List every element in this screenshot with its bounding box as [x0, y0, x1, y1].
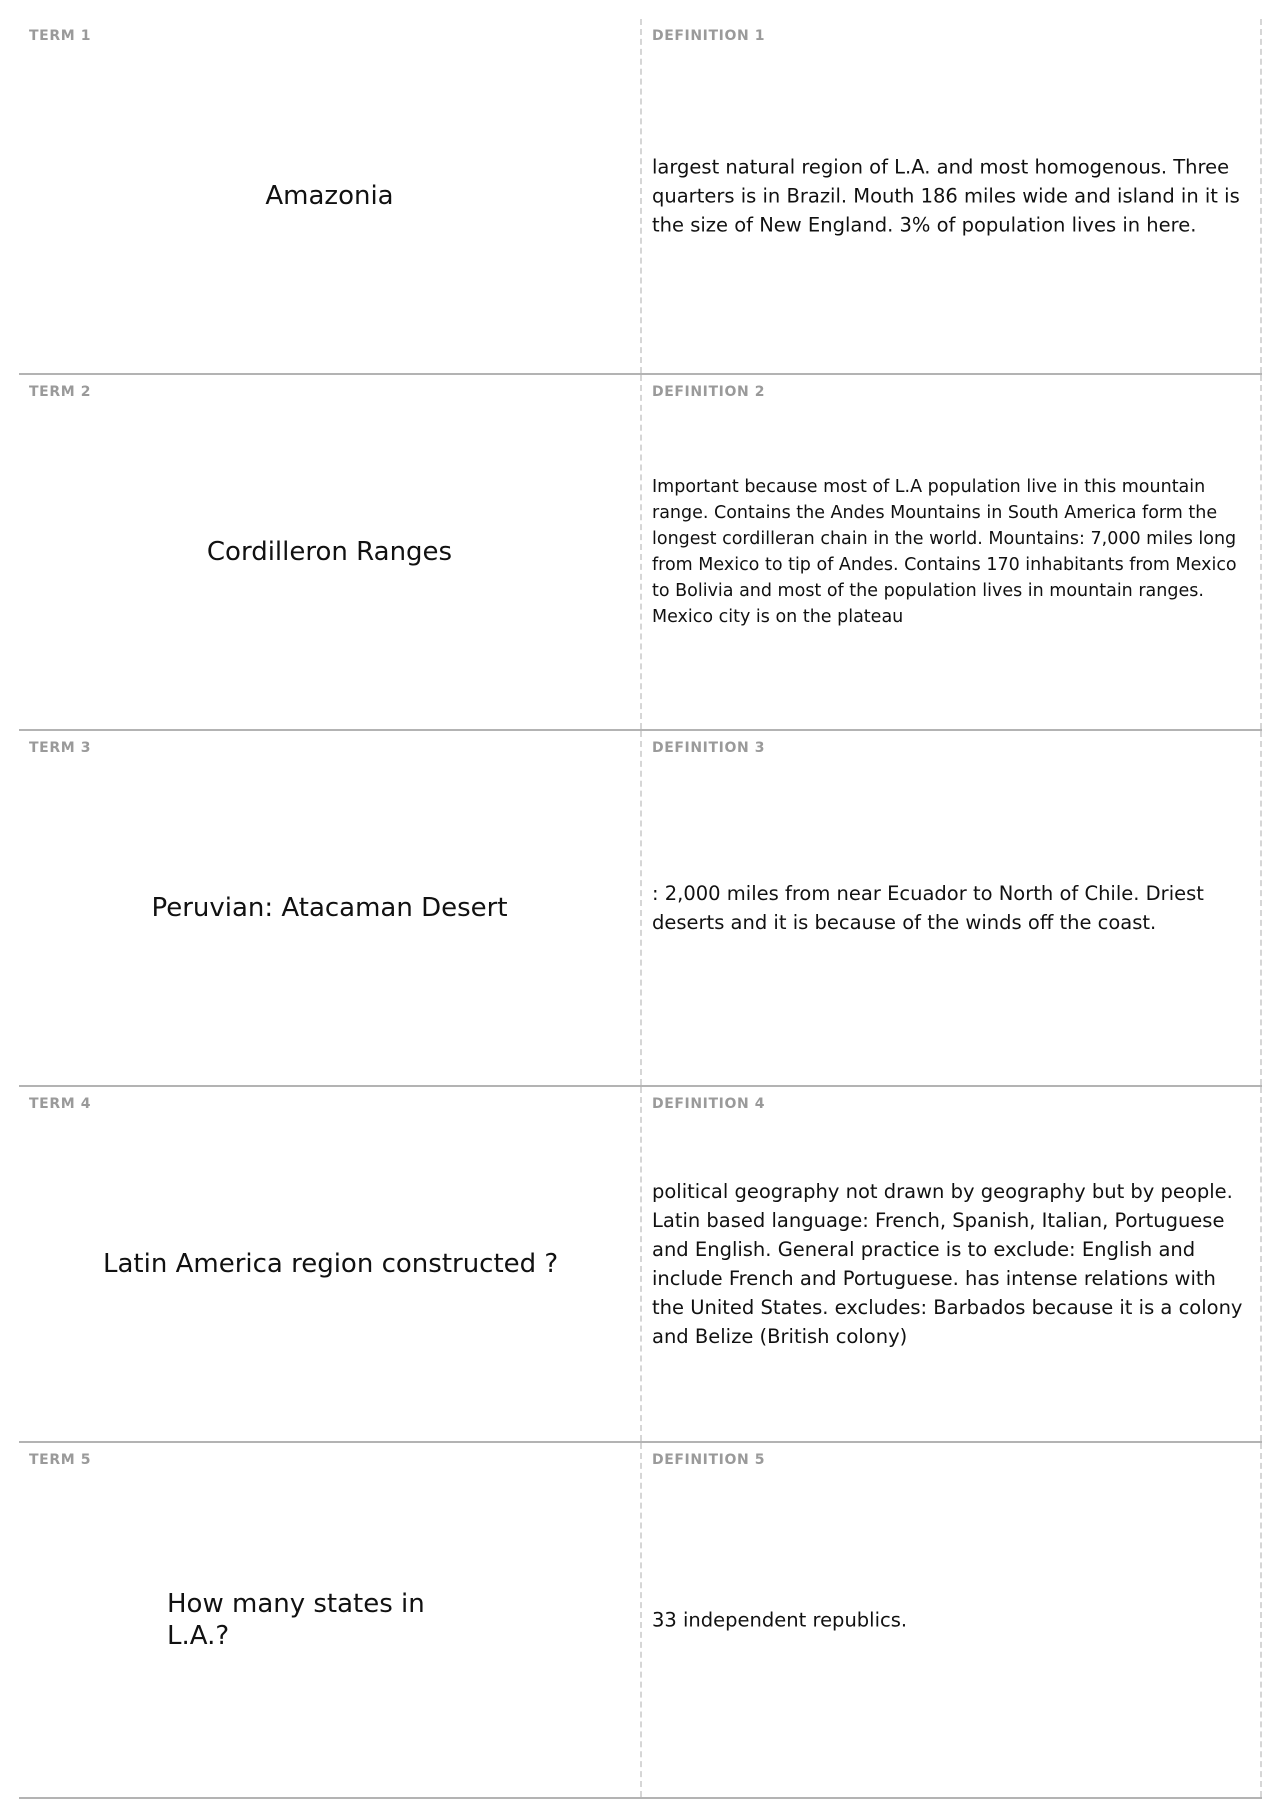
flashcard-row-4 — [19, 1087, 1262, 1443]
definition-label: DEFINITION 2 — [652, 384, 766, 400]
term-text: Amazonia — [265, 181, 394, 211]
definition-text: largest natural region of L.A. and most homogenous. Three quarters is in Brazil. Mouth 186 miles wide and island in it is the size of New England. 3% of population lives in here. — [652, 155, 1240, 237]
term-text: Latin America region constructed ? — [103, 1249, 559, 1279]
definition-label: DEFINITION 4 — [652, 1096, 766, 1112]
definition-text: political geography not drawn by geography but by people. Latin based language: French, Spanish, Italian, Portuguese and English. General practice is to exclude: English and include French and Portuguese. has intense relations with the United States. excludes: Barbados because it is a colony and Belize (British colony) — [652, 1180, 1243, 1348]
term-text: Cordilleron Ranges — [206, 537, 453, 567]
term-cell — [19, 731, 642, 1085]
term-label: TERM 3 — [29, 740, 92, 756]
term-text: How many states in L.A.? — [167, 1589, 425, 1651]
definition-cell — [642, 375, 1262, 729]
flashcard-row-2 — [19, 375, 1262, 731]
definition-label: DEFINITION 5 — [652, 1452, 766, 1468]
term-text: Peruvian: Atacaman Desert — [151, 893, 508, 923]
definition-cell — [642, 731, 1262, 1085]
flashcard-row-5 — [19, 1443, 1262, 1799]
flashcard-row-1 — [19, 19, 1262, 375]
definition-text: Important because most of L.A population live in this mountain range. Contains the Andes Mountains in South America form the longest cordilleran chain in the world. Mountains: 7,000 miles long from Mexico to tip of Andes. Contains 170 inhabitants from Mexico to Bolivia and most of the population lives in mountain ranges. Mexico city is on the plateau — [652, 477, 1237, 627]
definition-label: DEFINITION 1 — [652, 28, 766, 44]
term-cell — [19, 19, 642, 373]
definition-text: 33 independent republics. — [652, 1608, 908, 1632]
term-cell — [19, 1087, 642, 1441]
term-label: TERM 2 — [29, 384, 92, 400]
term-label: TERM 1 — [29, 28, 92, 44]
definition-cell — [642, 1443, 1262, 1797]
flashcard-sheet — [19, 19, 1262, 1799]
flashcard-row-3 — [19, 731, 1262, 1087]
definition-label: DEFINITION 3 — [652, 740, 766, 756]
term-cell — [19, 1443, 642, 1797]
term-cell — [19, 375, 642, 729]
term-label: TERM 4 — [29, 1096, 92, 1112]
definition-cell — [642, 19, 1262, 373]
term-label: TERM 5 — [29, 1452, 92, 1468]
definition-cell — [642, 1087, 1262, 1441]
definition-text: : 2,000 miles from near Ecuador to North of Chile. Driest deserts and it is because of the winds off the coast. — [652, 882, 1204, 934]
